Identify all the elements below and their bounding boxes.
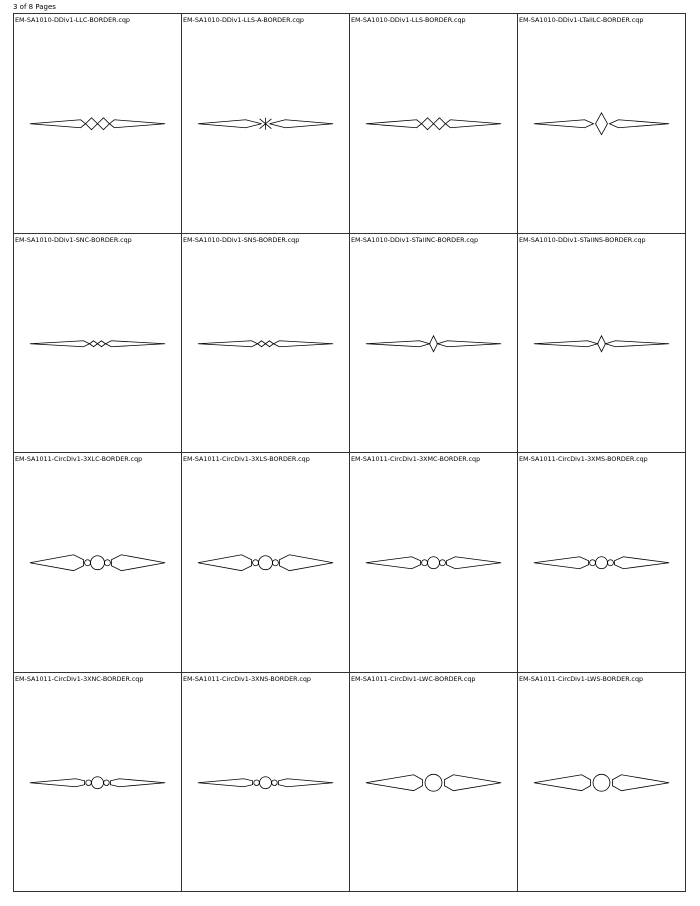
ornament-lance [273,340,333,346]
border-ornament-icon [14,234,181,453]
pattern-cell[interactable] [518,234,686,454]
ornament-lance [278,778,333,786]
ornament-lance [366,340,430,346]
side-circle [272,779,278,785]
pattern-grid [13,13,686,892]
side-circle [104,560,110,566]
pattern-cell[interactable] [518,673,686,893]
ornament-lance [269,120,333,128]
ornament-lance [198,340,258,346]
center-circle [425,774,442,791]
ornament-lance [30,778,85,786]
ornament-cross [90,340,106,346]
ornament-lance [105,340,165,346]
pattern-filename: EM-SA1011-CircDiv1-3XNS-BORDER.cqp [183,674,311,683]
side-circle [272,560,278,566]
ornament-lance [366,774,423,790]
border-ornament-icon [182,234,349,453]
ornament-cross [86,118,110,130]
side-circle [104,779,110,785]
pattern-cell[interactable] [350,453,518,673]
pattern-filename: EM-SA1011-CircDiv1-LWC-BORDER.cqp [351,674,476,683]
ornament-lance [534,774,591,790]
pattern-cell[interactable] [182,453,350,673]
ornament-cross [422,118,446,130]
pattern-filename: EM-SA1010-DDiv1-STallNC-BORDER.cqp [351,235,479,244]
pattern-filename: EM-SA1011-CircDiv1-3XMS-BORDER.cqp [519,455,648,463]
center-circle [91,556,105,570]
border-ornament-icon [518,14,685,233]
border-ornament-icon [182,14,349,233]
pattern-filename: EM-SA1011-CircDiv1-3XNC-BORDER.cqp [15,674,144,683]
ornament-lance [198,555,252,571]
center-circle [92,776,104,788]
ornament-lance [444,774,501,790]
pattern-filename: EM-SA1010-DDiv1-LLS-A-BORDER.cqp [183,16,304,24]
ornament-lance [437,340,501,346]
center-circle [593,774,610,791]
ornament-lance [110,778,165,786]
pattern-filename: EM-SA1010-DDiv1-LLC-BORDER.cqp [15,16,130,24]
pattern-cell[interactable] [182,14,350,234]
border-ornament-icon [350,453,517,672]
page-count-label: 3 of 8 Pages [13,3,56,11]
ornament-lance [534,120,594,128]
ornament-lance [30,555,84,571]
ornament-lance [612,774,669,790]
border-ornament-icon [518,453,685,672]
ornament-lance [605,340,669,346]
pattern-cell[interactable] [518,453,686,673]
ornament-lance [111,555,165,571]
pattern-filename: EM-SA1011-CircDiv1-3XMC-BORDER.cqp [351,455,481,463]
border-ornament-icon [350,234,517,453]
side-circle [590,560,596,566]
border-ornament-icon [350,14,517,233]
ornament-diamond [596,113,608,135]
pattern-filename: EM-SA1010-DDiv1-LLS-BORDER.cqp [351,16,466,24]
pattern-cell[interactable] [14,14,182,234]
center-circle [259,556,273,570]
center-circle [260,776,272,788]
border-ornament-icon [14,673,181,892]
border-ornament-icon [182,673,349,892]
border-ornament-icon [350,673,517,892]
side-circle [607,560,613,566]
ornament-lance [446,557,501,569]
border-ornament-icon [182,453,349,672]
ornament-lance [534,340,598,346]
pattern-filename: EM-SA1011-CircDiv1-3XLC-BORDER.cqp [15,455,143,463]
ornament-lance [366,557,421,569]
pattern-filename: EM-SA1010-DDiv1-LTallLC-BORDER.cqp [519,16,644,24]
pattern-cell[interactable] [14,234,182,454]
ornament-lance [198,778,253,786]
ornament-lance [109,120,165,128]
ornament-lance [445,120,501,128]
ornament-lance [609,120,669,128]
pattern-filename: EM-SA1011-CircDiv1-LWS-BORDER.cqp [519,674,644,683]
ornament-cross [258,340,274,346]
pattern-filename: EM-SA1011-CircDiv1-3XLS-BORDER.cqp [183,455,310,463]
pattern-cell[interactable] [14,673,182,893]
ornament-lance [30,120,86,128]
pattern-cell[interactable] [14,453,182,673]
side-circle [253,560,259,566]
ornament-lance [534,557,589,569]
pattern-cell[interactable] [518,14,686,234]
ornament-lance [614,557,669,569]
pattern-filename: EM-SA1010-DDiv1-SNC-BORDER.cqp [15,235,132,244]
side-circle [254,779,260,785]
center-circle [428,557,440,569]
ornament-lance [366,120,422,128]
side-circle [86,779,92,785]
ornament-lance [279,555,333,571]
ornament-lance [30,340,90,346]
center-circle [596,557,608,569]
pattern-cell[interactable] [350,673,518,893]
pattern-cell[interactable] [350,14,518,234]
pattern-cell[interactable] [350,234,518,454]
pattern-cell[interactable] [182,234,350,454]
side-circle [439,560,445,566]
pattern-cell[interactable] [182,673,350,893]
border-ornament-icon [14,14,181,233]
pattern-filename: EM-SA1010-DDiv1-SNS-BORDER.cqp [183,235,300,244]
side-circle [85,560,91,566]
side-circle [422,560,428,566]
pattern-filename: EM-SA1010-DDiv1-STallNS-BORDER.cqp [519,235,646,244]
border-ornament-icon [14,453,181,672]
ornament-lance [198,120,262,128]
border-ornament-icon [518,234,685,453]
border-ornament-icon [518,673,685,892]
